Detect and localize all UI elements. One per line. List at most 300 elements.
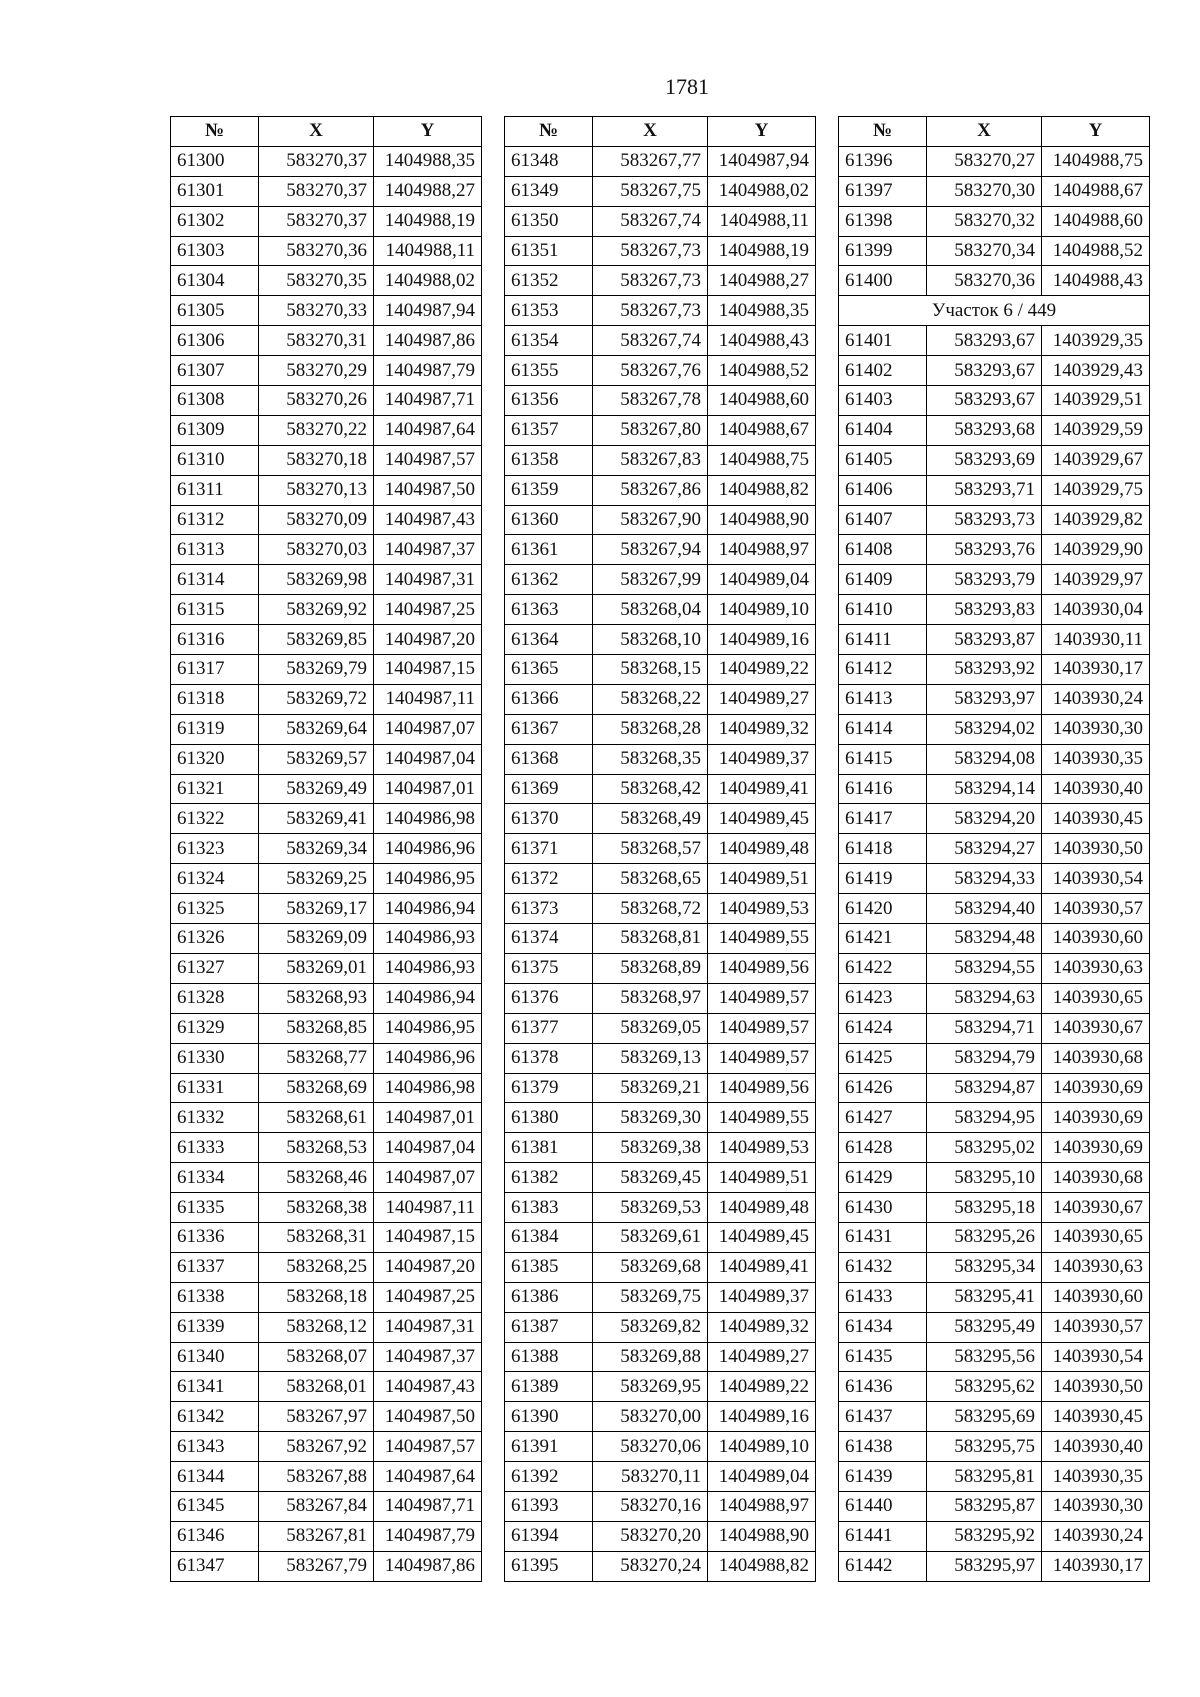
x-coordinate-cell: 583293,69 — [927, 445, 1042, 475]
point-number-cell: 61389 — [505, 1372, 593, 1402]
table-row — [839, 894, 1150, 924]
table-row — [171, 1551, 482, 1581]
point-number-cell: 61334 — [171, 1163, 259, 1193]
y-coordinate-cell: 1404988,27 — [374, 176, 482, 206]
y-coordinate-cell: 1404988,11 — [374, 236, 482, 266]
point-number-cell: 61338 — [171, 1282, 259, 1312]
x-coordinate-cell: 583270,29 — [259, 356, 374, 386]
y-coordinate-cell: 1404986,98 — [374, 804, 482, 834]
table-row — [171, 595, 482, 625]
x-coordinate-cell: 583267,77 — [593, 146, 708, 176]
point-number-cell: 61349 — [505, 176, 593, 206]
y-coordinate-cell: 1403930,04 — [1042, 595, 1150, 625]
table-row — [505, 1551, 816, 1581]
point-number-cell: 61322 — [171, 804, 259, 834]
y-coordinate-cell: 1404987,57 — [374, 445, 482, 475]
table-row — [505, 475, 816, 505]
x-coordinate-cell: 583268,89 — [593, 953, 708, 983]
y-coordinate-cell: 1404989,51 — [708, 864, 816, 894]
y-coordinate-cell: 1403930,69 — [1042, 1073, 1150, 1103]
point-number-cell: 61435 — [839, 1342, 927, 1372]
point-number-cell: 61332 — [171, 1103, 259, 1133]
point-number-cell: 61428 — [839, 1133, 927, 1163]
x-coordinate-cell: 583270,36 — [259, 236, 374, 266]
y-coordinate-cell: 1404986,96 — [374, 1043, 482, 1073]
y-coordinate-cell: 1404989,41 — [708, 1252, 816, 1282]
table-row — [839, 1312, 1150, 1342]
header-y: Y — [1042, 117, 1150, 147]
y-coordinate-cell: 1404989,57 — [708, 1043, 816, 1073]
table-row — [839, 1282, 1150, 1312]
x-coordinate-cell: 583268,07 — [259, 1342, 374, 1372]
point-number-cell: 61419 — [839, 864, 927, 894]
y-coordinate-cell: 1404987,31 — [374, 1312, 482, 1342]
x-coordinate-cell: 583269,34 — [259, 834, 374, 864]
y-coordinate-cell: 1404987,20 — [374, 1252, 482, 1282]
point-number-cell: 61352 — [505, 266, 593, 296]
y-coordinate-cell: 1404989,10 — [708, 595, 816, 625]
x-coordinate-cell: 583293,67 — [927, 356, 1042, 386]
point-number-cell: 61314 — [171, 565, 259, 595]
table-row — [171, 1282, 482, 1312]
x-coordinate-cell: 583268,69 — [259, 1073, 374, 1103]
x-coordinate-cell: 583270,27 — [927, 146, 1042, 176]
x-coordinate-cell: 583295,69 — [927, 1402, 1042, 1432]
table-row — [505, 1462, 816, 1492]
x-coordinate-cell: 583269,53 — [593, 1193, 708, 1223]
point-number-cell: 61379 — [505, 1073, 593, 1103]
table-row — [839, 1073, 1150, 1103]
y-coordinate-cell: 1403930,35 — [1042, 744, 1150, 774]
x-coordinate-cell: 583294,27 — [927, 834, 1042, 864]
x-coordinate-cell: 583270,09 — [259, 505, 374, 535]
table-row — [171, 714, 482, 744]
point-number-cell: 61310 — [171, 445, 259, 475]
x-coordinate-cell: 583270,13 — [259, 475, 374, 505]
y-coordinate-cell: 1404987,71 — [374, 1491, 482, 1521]
point-number-cell: 61335 — [171, 1193, 259, 1223]
point-number-cell: 61371 — [505, 834, 593, 864]
point-number-cell: 61437 — [839, 1402, 927, 1432]
table-row — [839, 1163, 1150, 1193]
point-number-cell: 61319 — [171, 714, 259, 744]
x-coordinate-cell: 583295,62 — [927, 1372, 1042, 1402]
point-number-cell: 61368 — [505, 744, 593, 774]
x-coordinate-cell: 583270,03 — [259, 535, 374, 565]
x-coordinate-cell: 583267,79 — [259, 1551, 374, 1581]
point-number-cell: 61350 — [505, 206, 593, 236]
y-coordinate-cell: 1404989,04 — [708, 565, 816, 595]
table-row — [505, 356, 816, 386]
y-coordinate-cell: 1403929,35 — [1042, 326, 1150, 356]
point-number-cell: 61329 — [171, 1013, 259, 1043]
point-number-cell: 61429 — [839, 1163, 927, 1193]
table-row — [505, 804, 816, 834]
y-coordinate-cell: 1403930,54 — [1042, 1342, 1150, 1372]
table-row — [839, 983, 1150, 1013]
table-row — [839, 1013, 1150, 1043]
y-coordinate-cell: 1404986,95 — [374, 1013, 482, 1043]
table-row — [171, 1073, 482, 1103]
table-row — [505, 1312, 816, 1342]
y-coordinate-cell: 1403930,63 — [1042, 953, 1150, 983]
point-number-cell: 61343 — [171, 1432, 259, 1462]
y-coordinate-cell: 1404989,48 — [708, 1193, 816, 1223]
point-number-cell: 61377 — [505, 1013, 593, 1043]
y-coordinate-cell: 1403930,17 — [1042, 655, 1150, 685]
y-coordinate-cell: 1403929,43 — [1042, 356, 1150, 386]
point-number-cell: 61438 — [839, 1432, 927, 1462]
x-coordinate-cell: 583269,05 — [593, 1013, 708, 1043]
point-number-cell: 61302 — [171, 206, 259, 236]
point-number-cell: 61339 — [171, 1312, 259, 1342]
x-coordinate-cell: 583270,32 — [927, 206, 1042, 236]
x-coordinate-cell: 583293,67 — [927, 326, 1042, 356]
y-coordinate-cell: 1404989,53 — [708, 1133, 816, 1163]
y-coordinate-cell: 1403930,35 — [1042, 1462, 1150, 1492]
point-number-cell: 61403 — [839, 386, 927, 416]
point-number-cell: 61325 — [171, 894, 259, 924]
x-coordinate-cell: 583269,57 — [259, 744, 374, 774]
y-coordinate-cell: 1404988,19 — [708, 236, 816, 266]
x-coordinate-cell: 583268,12 — [259, 1312, 374, 1342]
y-coordinate-cell: 1403930,57 — [1042, 894, 1150, 924]
y-coordinate-cell: 1404987,37 — [374, 1342, 482, 1372]
x-coordinate-cell: 583294,79 — [927, 1043, 1042, 1073]
table-row — [839, 326, 1150, 356]
y-coordinate-cell: 1404989,37 — [708, 1282, 816, 1312]
x-coordinate-cell: 583270,31 — [259, 326, 374, 356]
y-coordinate-cell: 1404989,16 — [708, 1402, 816, 1432]
y-coordinate-cell: 1404989,27 — [708, 1342, 816, 1372]
table-row — [839, 206, 1150, 236]
table-row — [171, 744, 482, 774]
y-coordinate-cell: 1404987,79 — [374, 356, 482, 386]
point-number-cell: 61341 — [171, 1372, 259, 1402]
table-row — [171, 924, 482, 954]
table-row — [171, 983, 482, 1013]
point-number-cell: 61405 — [839, 445, 927, 475]
point-number-cell: 61374 — [505, 924, 593, 954]
y-coordinate-cell: 1404987,25 — [374, 1282, 482, 1312]
table-row — [505, 1193, 816, 1223]
point-number-cell: 61313 — [171, 535, 259, 565]
table-row — [505, 1521, 816, 1551]
x-coordinate-cell: 583269,25 — [259, 864, 374, 894]
y-coordinate-cell: 1403930,40 — [1042, 774, 1150, 804]
y-coordinate-cell: 1404988,27 — [708, 266, 816, 296]
y-coordinate-cell: 1404989,55 — [708, 1103, 816, 1133]
point-number-cell: 61300 — [171, 146, 259, 176]
x-coordinate-cell: 583293,92 — [927, 655, 1042, 685]
point-number-cell: 61344 — [171, 1462, 259, 1492]
y-coordinate-cell: 1404987,04 — [374, 744, 482, 774]
point-number-cell: 61356 — [505, 386, 593, 416]
y-coordinate-cell: 1404989,45 — [708, 804, 816, 834]
table-row — [505, 1222, 816, 1252]
x-coordinate-cell: 583268,97 — [593, 983, 708, 1013]
y-coordinate-cell: 1404988,02 — [708, 176, 816, 206]
y-coordinate-cell: 1404989,48 — [708, 834, 816, 864]
table-row — [505, 953, 816, 983]
header-x: X — [927, 117, 1042, 147]
y-coordinate-cell: 1403929,90 — [1042, 535, 1150, 565]
point-number-cell: 61375 — [505, 953, 593, 983]
table-row — [839, 445, 1150, 475]
table-row — [839, 565, 1150, 595]
x-coordinate-cell: 583268,65 — [593, 864, 708, 894]
x-coordinate-cell: 583268,04 — [593, 595, 708, 625]
x-coordinate-cell: 583267,78 — [593, 386, 708, 416]
point-number-cell: 61418 — [839, 834, 927, 864]
table-row — [171, 505, 482, 535]
y-coordinate-cell: 1404986,95 — [374, 864, 482, 894]
table-row — [505, 146, 816, 176]
table-row — [171, 684, 482, 714]
x-coordinate-cell: 583270,33 — [259, 296, 374, 326]
x-coordinate-cell: 583267,81 — [259, 1521, 374, 1551]
table-row — [171, 1312, 482, 1342]
table-row — [171, 894, 482, 924]
table-row — [171, 326, 482, 356]
table-row — [839, 684, 1150, 714]
y-coordinate-cell: 1403929,51 — [1042, 386, 1150, 416]
table-row — [839, 1551, 1150, 1581]
y-coordinate-cell: 1403930,30 — [1042, 714, 1150, 744]
table-row — [505, 1163, 816, 1193]
point-number-cell: 61311 — [171, 475, 259, 505]
table-row — [839, 266, 1150, 296]
table-row — [171, 655, 482, 685]
point-number-cell: 61304 — [171, 266, 259, 296]
point-number-cell: 61380 — [505, 1103, 593, 1133]
y-coordinate-cell: 1404987,11 — [374, 684, 482, 714]
table-row — [839, 595, 1150, 625]
x-coordinate-cell: 583294,33 — [927, 864, 1042, 894]
table-row — [505, 415, 816, 445]
point-number-cell: 61363 — [505, 595, 593, 625]
y-coordinate-cell: 1403930,50 — [1042, 834, 1150, 864]
table-row — [839, 1462, 1150, 1492]
point-number-cell: 61427 — [839, 1103, 927, 1133]
table-row — [171, 266, 482, 296]
y-coordinate-cell: 1404988,75 — [1042, 146, 1150, 176]
point-number-cell: 61367 — [505, 714, 593, 744]
y-coordinate-cell: 1403930,69 — [1042, 1133, 1150, 1163]
table-row — [505, 535, 816, 565]
y-coordinate-cell: 1404988,02 — [374, 266, 482, 296]
x-coordinate-cell: 583295,49 — [927, 1312, 1042, 1342]
table-row — [171, 1402, 482, 1432]
coordinates-table-2 — [504, 116, 816, 1582]
table-row — [505, 834, 816, 864]
table-row — [839, 834, 1150, 864]
table-row — [171, 1491, 482, 1521]
y-coordinate-cell: 1404987,07 — [374, 714, 482, 744]
table-row — [505, 1043, 816, 1073]
point-number-cell: 61369 — [505, 774, 593, 804]
y-coordinate-cell: 1404988,43 — [1042, 266, 1150, 296]
point-number-cell: 61436 — [839, 1372, 927, 1402]
point-number-cell: 61388 — [505, 1342, 593, 1372]
point-number-cell: 61303 — [171, 236, 259, 266]
point-number-cell: 61372 — [505, 864, 593, 894]
y-coordinate-cell: 1403930,68 — [1042, 1043, 1150, 1073]
x-coordinate-cell: 583293,83 — [927, 595, 1042, 625]
table-row — [505, 1133, 816, 1163]
y-coordinate-cell: 1403930,45 — [1042, 804, 1150, 834]
y-coordinate-cell: 1404987,37 — [374, 535, 482, 565]
point-number-cell: 61439 — [839, 1462, 927, 1492]
y-coordinate-cell: 1404987,15 — [374, 655, 482, 685]
point-number-cell: 61381 — [505, 1133, 593, 1163]
table-row — [839, 176, 1150, 206]
x-coordinate-cell: 583270,30 — [927, 176, 1042, 206]
x-coordinate-cell: 583269,64 — [259, 714, 374, 744]
x-coordinate-cell: 583295,18 — [927, 1193, 1042, 1223]
table-row — [171, 774, 482, 804]
y-coordinate-cell: 1404989,32 — [708, 1312, 816, 1342]
point-number-cell: 61394 — [505, 1521, 593, 1551]
point-number-cell: 61331 — [171, 1073, 259, 1103]
x-coordinate-cell: 583269,61 — [593, 1222, 708, 1252]
point-number-cell: 61399 — [839, 236, 927, 266]
x-coordinate-cell: 583293,68 — [927, 415, 1042, 445]
x-coordinate-cell: 583267,84 — [259, 1491, 374, 1521]
y-coordinate-cell: 1404989,04 — [708, 1462, 816, 1492]
table-row — [171, 475, 482, 505]
point-number-cell: 61301 — [171, 176, 259, 206]
point-number-cell: 61387 — [505, 1312, 593, 1342]
table-row — [171, 146, 482, 176]
x-coordinate-cell: 583269,79 — [259, 655, 374, 685]
page-number: 1781 — [665, 74, 709, 99]
table-row — [505, 1342, 816, 1372]
x-coordinate-cell: 583293,76 — [927, 535, 1042, 565]
y-coordinate-cell: 1404989,22 — [708, 655, 816, 685]
point-number-cell: 61359 — [505, 475, 593, 505]
x-coordinate-cell: 583269,17 — [259, 894, 374, 924]
table-row — [839, 744, 1150, 774]
table-row — [505, 1282, 816, 1312]
table-row — [839, 1491, 1150, 1521]
x-coordinate-cell: 583268,31 — [259, 1222, 374, 1252]
x-coordinate-cell: 583270,37 — [259, 146, 374, 176]
y-coordinate-cell: 1403929,75 — [1042, 475, 1150, 505]
y-coordinate-cell: 1404989,55 — [708, 924, 816, 954]
x-coordinate-cell: 583268,38 — [259, 1193, 374, 1223]
y-coordinate-cell: 1404988,90 — [708, 505, 816, 535]
y-coordinate-cell: 1404988,60 — [1042, 206, 1150, 236]
table-row — [505, 1491, 816, 1521]
table-row — [505, 1073, 816, 1103]
y-coordinate-cell: 1404987,11 — [374, 1193, 482, 1223]
point-number-cell: 61354 — [505, 326, 593, 356]
table-row — [839, 625, 1150, 655]
x-coordinate-cell: 583295,10 — [927, 1163, 1042, 1193]
point-number-cell: 61441 — [839, 1521, 927, 1551]
x-coordinate-cell: 583270,18 — [259, 445, 374, 475]
x-coordinate-cell: 583270,06 — [593, 1432, 708, 1462]
point-number-cell: 61316 — [171, 625, 259, 655]
table-row — [171, 1222, 482, 1252]
point-number-cell: 61345 — [171, 1491, 259, 1521]
point-number-cell: 61328 — [171, 983, 259, 1013]
point-number-cell: 61406 — [839, 475, 927, 505]
table-row — [505, 625, 816, 655]
table-row — [171, 206, 482, 236]
point-number-cell: 61373 — [505, 894, 593, 924]
table-row — [171, 1043, 482, 1073]
x-coordinate-cell: 583269,49 — [259, 774, 374, 804]
table-row — [839, 655, 1150, 685]
table-row — [171, 953, 482, 983]
point-number-cell: 61409 — [839, 565, 927, 595]
header-x: X — [259, 117, 374, 147]
point-number-cell: 61421 — [839, 924, 927, 954]
x-coordinate-cell: 583293,97 — [927, 684, 1042, 714]
table-row — [505, 744, 816, 774]
table-row — [839, 386, 1150, 416]
point-number-cell: 61317 — [171, 655, 259, 685]
y-coordinate-cell: 1404988,60 — [708, 386, 816, 416]
y-coordinate-cell: 1404989,16 — [708, 625, 816, 655]
point-number-cell: 61320 — [171, 744, 259, 774]
x-coordinate-cell: 583293,73 — [927, 505, 1042, 535]
x-coordinate-cell: 583270,16 — [593, 1491, 708, 1521]
table-row — [171, 1462, 482, 1492]
y-coordinate-cell: 1404989,51 — [708, 1163, 816, 1193]
y-coordinate-cell: 1403930,40 — [1042, 1432, 1150, 1462]
x-coordinate-cell: 583269,95 — [593, 1372, 708, 1402]
y-coordinate-cell: 1404987,01 — [374, 1103, 482, 1133]
table-row — [505, 505, 816, 535]
x-coordinate-cell: 583269,30 — [593, 1103, 708, 1133]
x-coordinate-cell: 583295,81 — [927, 1462, 1042, 1492]
y-coordinate-cell: 1404987,64 — [374, 1462, 482, 1492]
table-row — [505, 714, 816, 744]
x-coordinate-cell: 583267,90 — [593, 505, 708, 535]
y-coordinate-cell: 1404988,75 — [708, 445, 816, 475]
y-coordinate-cell: 1403930,57 — [1042, 1312, 1150, 1342]
point-number-cell: 61348 — [505, 146, 593, 176]
table-row — [171, 1342, 482, 1372]
x-coordinate-cell: 583269,98 — [259, 565, 374, 595]
point-number-cell: 61365 — [505, 655, 593, 685]
table-row — [505, 1372, 816, 1402]
point-number-cell: 61392 — [505, 1462, 593, 1492]
x-coordinate-cell: 583269,68 — [593, 1252, 708, 1282]
x-coordinate-cell: 583293,79 — [927, 565, 1042, 595]
table-row — [505, 1252, 816, 1282]
point-number-cell: 61326 — [171, 924, 259, 954]
table-row — [839, 1372, 1150, 1402]
table-row — [505, 684, 816, 714]
header-y: Y — [708, 117, 816, 147]
x-coordinate-cell: 583270,26 — [259, 386, 374, 416]
point-number-cell: 61386 — [505, 1282, 593, 1312]
x-coordinate-cell: 583268,93 — [259, 983, 374, 1013]
x-coordinate-cell: 583269,82 — [593, 1312, 708, 1342]
x-coordinate-cell: 583268,42 — [593, 774, 708, 804]
y-coordinate-cell: 1404989,27 — [708, 684, 816, 714]
y-coordinate-cell: 1404989,57 — [708, 1013, 816, 1043]
y-coordinate-cell: 1403930,17 — [1042, 1551, 1150, 1581]
point-number-cell: 61430 — [839, 1193, 927, 1223]
table-row — [839, 924, 1150, 954]
table-row — [839, 804, 1150, 834]
x-coordinate-cell: 583268,81 — [593, 924, 708, 954]
